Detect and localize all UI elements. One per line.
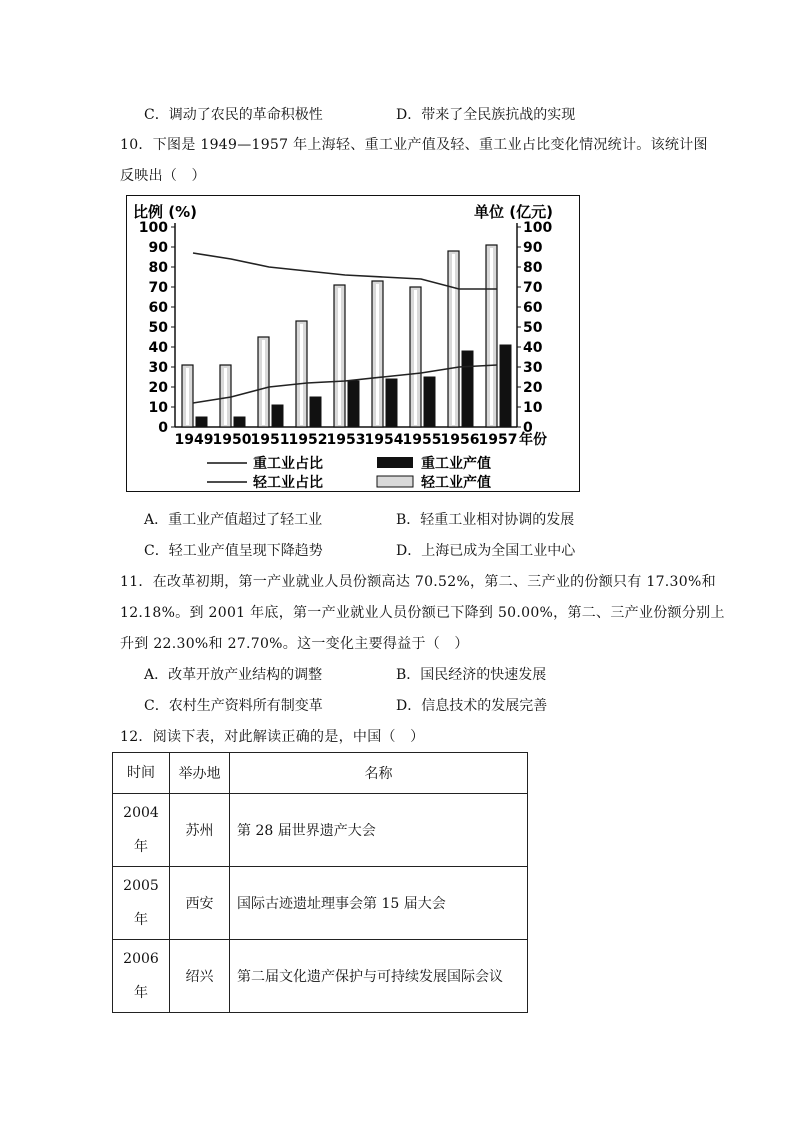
x-tick-label: 1950 — [212, 432, 252, 448]
table-header-row — [113, 753, 528, 794]
q11-stem-line2: 12.18%。到 2001 年底，第一产业就业人员份额已下降到 50.00%，第二、三产业份额分别上 — [120, 605, 725, 621]
legend-swatch-heavy-output — [377, 457, 413, 468]
x-tick-label: 1954 — [364, 432, 404, 448]
q10-option-c[interactable]: C．轻工业产值呈现下降趋势 — [144, 543, 323, 559]
x-tick-label: 1956 — [440, 432, 480, 448]
x-tick-label: 1951 — [250, 432, 290, 448]
row-name: 第 28 届世界遗产大会 — [230, 794, 528, 867]
y-tick-label-right: 80 — [523, 260, 543, 276]
y-tick-label-left: 30 — [148, 360, 168, 376]
y-tick-label-right: 20 — [523, 380, 543, 396]
header-name: 名称 — [230, 753, 528, 794]
chart-svg — [127, 196, 581, 493]
q10-option-a[interactable]: A．重工业产值超过了轻工业 — [144, 512, 323, 528]
q10-option-b[interactable]: B．轻重工业相对协调的发展 — [396, 512, 575, 528]
q9-option-d[interactable]: D．带来了全民族抗战的实现 — [396, 107, 576, 123]
bar-heavy-output — [310, 397, 321, 427]
q10-stem-line2: 反映出（ ） — [120, 168, 206, 184]
table-row — [113, 940, 528, 1013]
q11-option-d[interactable]: D．信息技术的发展完善 — [396, 698, 548, 714]
y-tick-label-right: 50 — [523, 320, 543, 336]
events-table — [112, 752, 528, 1013]
row-time — [113, 867, 170, 940]
legend-label-heavy-share: 重工业占比 — [253, 456, 323, 472]
y-tick-label-left: 80 — [148, 260, 168, 276]
bar-heavy-output — [462, 351, 473, 427]
x-tick-label: 1949 — [174, 432, 214, 448]
y-tick-label-left: 0 — [158, 420, 168, 436]
row-name: 国际古迹遗址理事会第 15 届大会 — [230, 867, 528, 940]
y-tick-label-left: 10 — [148, 400, 168, 416]
y-tick-label-left: 40 — [148, 340, 168, 356]
q10-stem-line1: 10．下图是 1949—1957 年上海轻、重工业产值及轻、重工业占比变化情况统计。该统计图 — [120, 137, 708, 153]
row-time — [113, 794, 170, 867]
legend-swatch-light-output — [377, 476, 413, 487]
q10-option-d[interactable]: D．上海已成为全国工业中心 — [396, 543, 576, 559]
row-year: 2004 — [123, 805, 159, 821]
x-axis-label: 年份 — [519, 432, 547, 448]
y-tick-label-right: 30 — [523, 360, 543, 376]
y-tick-label-left: 60 — [148, 300, 168, 316]
x-tick-label: 1953 — [326, 432, 366, 448]
bar-heavy-output — [424, 377, 435, 427]
q11-stem-line3: 升到 22.30%和 27.70%。这一变化主要得益于（ ） — [120, 636, 469, 652]
bar-heavy-output — [500, 345, 511, 427]
row-name: 第二届文化遗产保护与可持续发展国际会议 — [230, 940, 528, 1013]
chart-frame — [126, 195, 580, 492]
y-tick-label-left: 50 — [148, 320, 168, 336]
x-tick-label: 1957 — [478, 432, 518, 448]
y-tick-label-right: 60 — [523, 300, 543, 316]
row-place: 绍兴 — [170, 940, 230, 1013]
y-tick-label-right: 10 — [523, 400, 543, 416]
legend-label-light-share: 轻工业占比 — [253, 475, 323, 491]
q12-stem: 12．阅读下表，对此解读正确的是，中国（ ） — [120, 729, 425, 745]
x-tick-label: 1955 — [402, 432, 442, 448]
q11-option-a[interactable]: A．改革开放产业结构的调整 — [144, 667, 323, 683]
q11-option-b[interactable]: B．国民经济的快速发展 — [396, 667, 547, 683]
bar-heavy-output — [386, 379, 397, 427]
y-axis-right-label: 单位 (亿元) — [474, 203, 553, 221]
legend-label-heavy-output: 重工业产值 — [421, 456, 491, 472]
row-year: 2006 — [123, 951, 159, 967]
x-tick-label: 1952 — [288, 432, 328, 448]
y-tick-label-right: 0 — [523, 420, 533, 436]
row-place: 西安 — [170, 867, 230, 940]
y-tick-label-right: 90 — [523, 240, 543, 256]
q11-option-c[interactable]: C．农村生产资料所有制变革 — [144, 698, 323, 714]
y-axis-left-label: 比例 (%) — [133, 203, 197, 221]
row-time — [113, 940, 170, 1013]
y-tick-label-left: 20 — [148, 380, 168, 396]
bar-heavy-output — [272, 405, 283, 427]
bar-heavy-output — [196, 417, 207, 427]
table-row — [113, 867, 528, 940]
y-tick-label-left: 70 — [148, 280, 168, 296]
y-tick-label-right: 40 — [523, 340, 543, 356]
q11-stem-line1: 11．在改革初期，第一产业就业人员份额高达 70.52%，第二、三产业的份额只有 17.30%和 — [120, 574, 716, 590]
bar-heavy-output — [234, 417, 245, 427]
row-year: 2005 — [123, 878, 159, 894]
header-place: 举办地 — [170, 753, 230, 794]
table-row — [113, 794, 528, 867]
y-tick-label-left: 100 — [138, 220, 168, 236]
row-place: 苏州 — [170, 794, 230, 867]
legend-label-light-output: 轻工业产值 — [421, 475, 491, 491]
row-year-suffix: 年 — [134, 839, 148, 855]
y-tick-label-right: 100 — [523, 220, 553, 236]
y-tick-label-left: 90 — [148, 240, 168, 256]
q9-option-c[interactable]: C．调动了农民的革命积极性 — [144, 107, 323, 123]
y-tick-label-right: 70 — [523, 280, 543, 296]
header-time: 时间 — [113, 753, 170, 794]
bar-heavy-output — [348, 381, 359, 427]
row-year-suffix: 年 — [134, 985, 148, 1001]
row-year-suffix: 年 — [134, 912, 148, 928]
